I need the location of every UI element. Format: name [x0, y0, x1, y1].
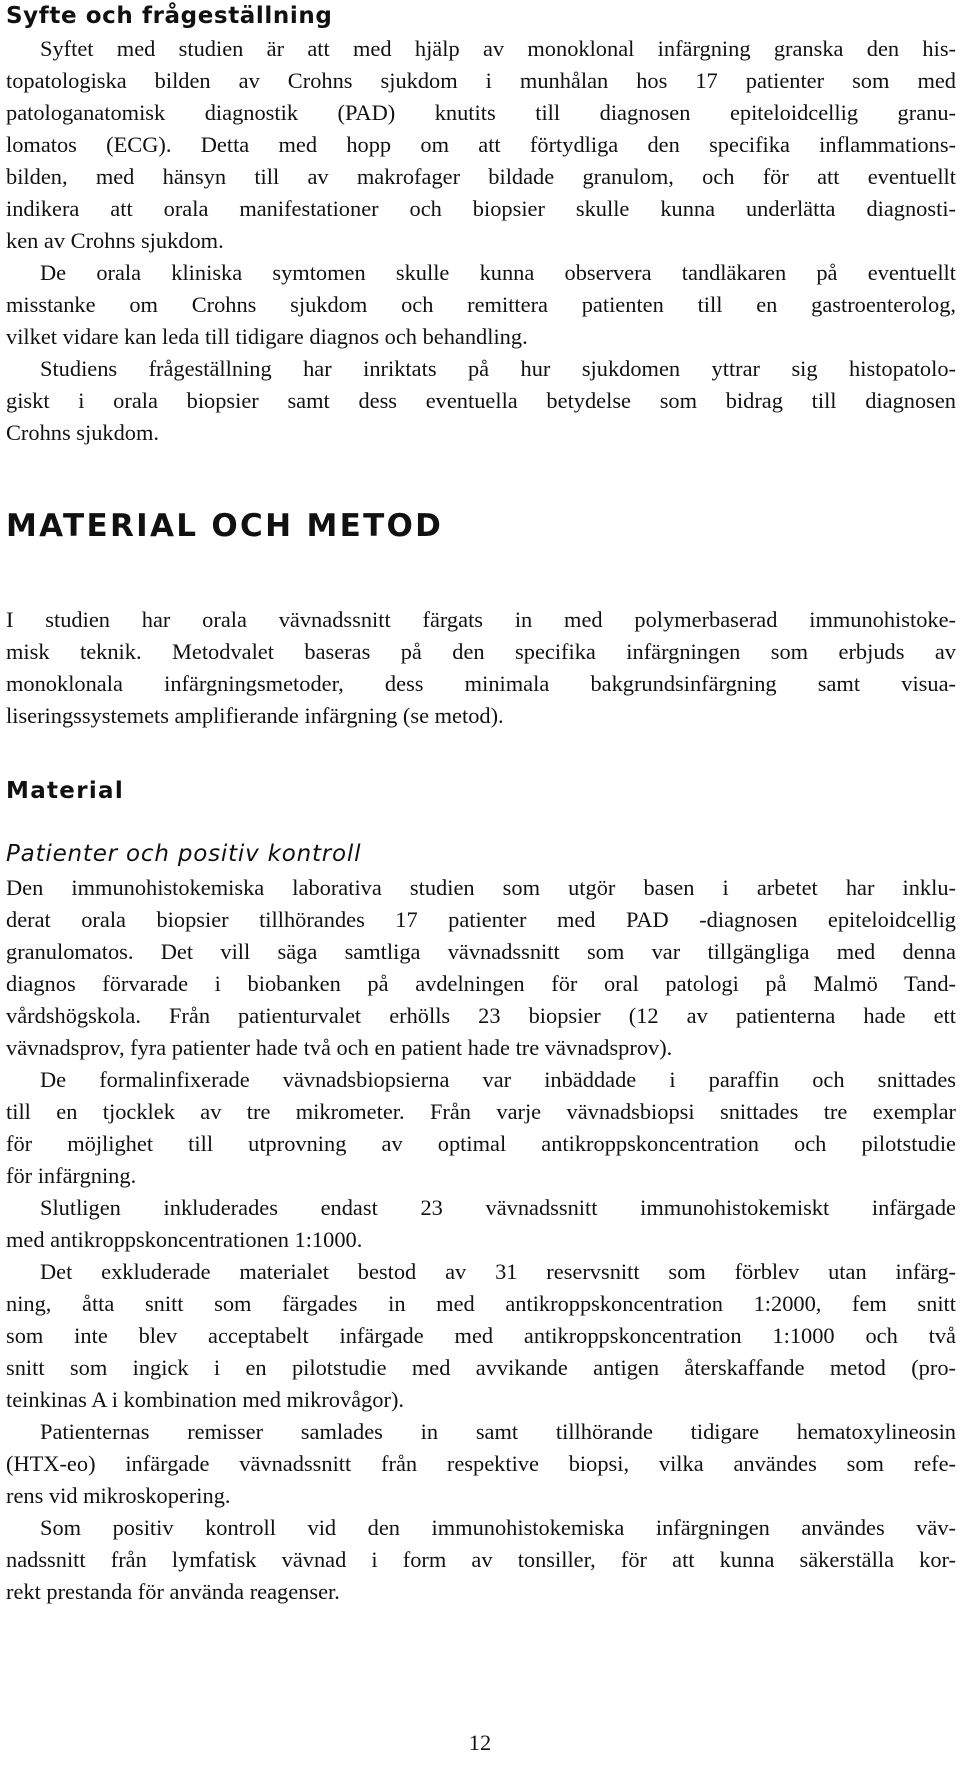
text-line: granulomatos. Det vill säga samtliga vävnadssnitt som var tillgängliga med denna	[6, 939, 956, 964]
subsection-heading-patienter: Patienter och positiv kontroll	[6, 841, 362, 867]
text-line: diagnos förvarade i biobanken på avdelningen för oral patologi på Malmö Tand-	[6, 971, 956, 996]
text-line: vävnadsprov, fyra patienter hade två och en patient hade tre vävnadsprov).	[6, 1035, 673, 1060]
text-line: vilket vidare kan leda till tidigare diagnos och behandling.	[6, 324, 528, 349]
subsection-heading-material: Material	[6, 778, 125, 804]
text-line: Det exkluderade materialet bestod av 31 reservsnitt som förblev utan infärg-	[40, 1259, 956, 1284]
text-line: Slutligen inkluderades endast 23 vävnadssnitt immunohistokemiskt infärgade	[40, 1195, 956, 1220]
text-line: patologanatomisk diagnostik (PAD) knutits till diagnosen epiteloidcellig granu-	[6, 100, 956, 125]
text-line: topatologiska bilden av Crohns sjukdom i munhålan hos 17 patienter som med	[6, 68, 956, 93]
page-number: 12	[468, 1730, 492, 1755]
text-line: för infärgning.	[6, 1163, 137, 1188]
text-line: med antikroppskoncentrationen 1:1000.	[6, 1227, 363, 1252]
text-line: nadssnitt från lymfatisk vävnad i form av tonsiller, för att kunna säkerställa kor-	[6, 1547, 956, 1572]
text-line: snitt som ingick i en pilotstudie med avvikande antigen återskaffande metod (pro-	[6, 1355, 956, 1380]
text-line: giskt i orala biopsier samt dess eventuella betydelse som bidrag till diagnosen	[6, 388, 956, 413]
text-line: Syftet med studien är att med hjälp av monoklonal infärgning granska den his-	[40, 36, 956, 61]
text-line: indikera att orala manifestationer och biopsier skulle kunna underlätta diagnosti-	[6, 196, 956, 221]
text-line: (HTX-eo) infärgade vävnadssnitt från respektive biopsi, vilka användes som refe-	[6, 1451, 956, 1476]
text-line: Patienternas remisser samlades in samt tillhörande tidigare hematoxylineosin	[40, 1419, 956, 1444]
text-line: ken av Crohns sjukdom.	[6, 228, 224, 253]
section-heading-syfte: Syfte och frågeställning	[6, 3, 333, 29]
text-line: rekt prestanda för använda reagenser.	[6, 1579, 340, 1604]
text-line: I studien har orala vävnadssnitt färgats in med polymerbaserad immunohistoke-	[6, 607, 956, 632]
text-line: ning, åtta snitt som färgades in med antikroppskoncentration 1:2000, fem snitt	[6, 1291, 956, 1316]
text-line: derat orala biopsier tillhörandes 17 patienter med PAD -diagnosen epiteloidcellig	[6, 907, 956, 932]
text-line: Crohns sjukdom.	[6, 420, 160, 445]
text-line: De orala kliniska symtomen skulle kunna observera tandläkaren på eventuellt	[40, 260, 956, 285]
text-line: lomatos (ECG). Detta med hopp om att förtydliga den specifika inflammations-	[6, 132, 956, 157]
text-line: Den immunohistokemiska laborativa studien som utgör basen i arbetet har inklu-	[6, 875, 956, 900]
text-line: monoklonala infärgningsmetoder, dess minimala bakgrundsinfärgning samt visua-	[6, 671, 956, 696]
text-line: De formalinfixerade vävnadsbiopsierna var inbäddade i paraffin och snittades	[40, 1067, 956, 1092]
text-line: teinkinas A i kombination med mikrovågor).	[6, 1387, 405, 1412]
text-line: bilden, med hänsyn till av makrofager bildade granulom, och för att eventuellt	[6, 164, 956, 189]
text-line: misstanke om Crohns sjukdom och remittera patienten till en gastroenterolog,	[6, 292, 956, 317]
section-heading-material-och-metod: MATERIAL OCH METOD	[6, 508, 444, 544]
text-line: som inte blev acceptabelt infärgade med antikroppskoncentration 1:1000 och två	[6, 1323, 956, 1348]
text-line: Som positiv kontroll vid den immunohistokemiska infärgningen användes väv-	[40, 1515, 956, 1540]
text-line: till en tjocklek av tre mikrometer. Från varje vävnadsbiopsi snittades tre exemplar	[6, 1099, 956, 1124]
text-line: liseringssystemets amplifierande infärgning (se metod).	[6, 703, 504, 728]
text-line: rens vid mikroskopering.	[6, 1483, 231, 1508]
text-line: vårdshögskola. Från patienturvalet erhölls 23 biopsier (12 av patienterna hade ett	[6, 1003, 956, 1028]
text-line: Studiens frågeställning har inriktats på hur sjukdomen yttrar sig histopatolo-	[40, 356, 956, 381]
text-line: för möjlighet till utprovning av optimal antikroppskoncentration och pilotstudie	[6, 1131, 956, 1156]
text-line: misk teknik. Metodvalet baseras på den specifika infärgningen som erbjuds av	[6, 639, 956, 664]
